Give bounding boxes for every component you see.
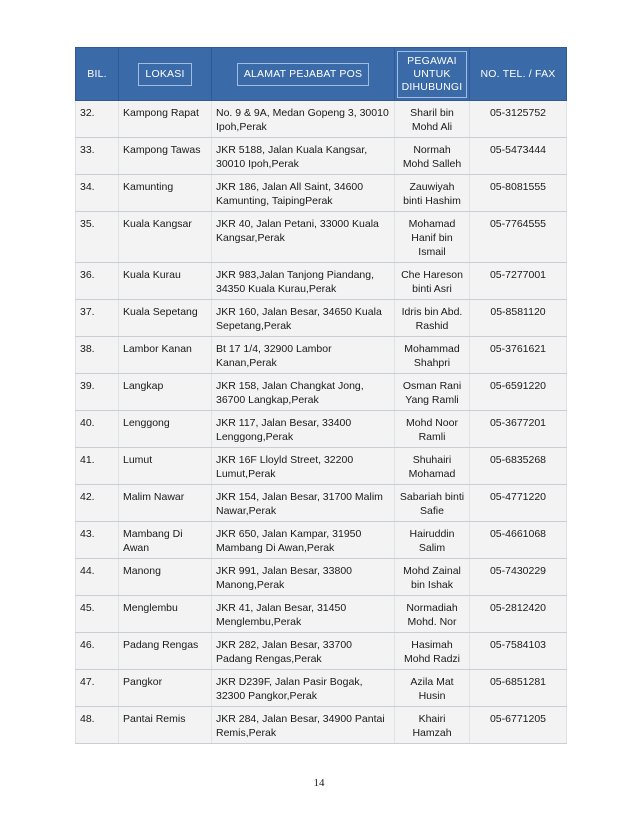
contact-person-cell: Mohammad Shahpri [395, 337, 470, 374]
location-cell: Lenggong [119, 411, 212, 448]
phone-cell: 05-4771220 [470, 485, 567, 522]
table-row [76, 300, 567, 337]
contact-person-cell: Hairuddin Salim [395, 522, 470, 559]
post-office-directory-table [75, 47, 567, 744]
phone-cell: 05-3677201 [470, 411, 567, 448]
contact-person-cell: Idris bin Abd. Rashid [395, 300, 470, 337]
address-cell: JKR 117, Jalan Besar, 33400 Lenggong,Perak [212, 411, 395, 448]
address-cell: JKR 186, Jalan All Saint, 34600 Kamunting, TaipingPerak [212, 175, 395, 212]
header-lokasi: LOKASI [119, 48, 212, 101]
address-cell: JKR 16F Lloyld Street, 32200 Lumut,Perak [212, 448, 395, 485]
header-bil: BIL. [76, 48, 119, 101]
header-pegawai: PEGAWAI UNTUK DIHUBUNGI [395, 48, 470, 101]
table-row [76, 596, 567, 633]
row-number: 37. [76, 300, 119, 337]
row-number: 41. [76, 448, 119, 485]
table-row [76, 707, 567, 744]
location-cell: Kampong Rapat [119, 101, 212, 138]
contact-person-cell: Normadiah Mohd. Nor [395, 596, 470, 633]
contact-person-cell: Mohd Noor Ramli [395, 411, 470, 448]
row-number: 34. [76, 175, 119, 212]
table-row [76, 374, 567, 411]
page-number: 14 [313, 777, 325, 789]
contact-person-cell: Shuhairi Mohamad [395, 448, 470, 485]
contact-person-cell: Azila Mat Husin [395, 670, 470, 707]
header-phone: NO. TEL. / FAX [470, 48, 567, 101]
table-row [76, 633, 567, 670]
phone-cell: 05-8081555 [470, 175, 567, 212]
table-row [76, 212, 567, 263]
address-cell: JKR 41, Jalan Besar, 31450 Menglembu,Perak [212, 596, 395, 633]
phone-cell: 05-7430229 [470, 559, 567, 596]
row-number: 46. [76, 633, 119, 670]
location-cell: Manong [119, 559, 212, 596]
location-cell: Lumut [119, 448, 212, 485]
contact-person-cell: Hasimah Mohd Radzi [395, 633, 470, 670]
row-number: 42. [76, 485, 119, 522]
location-cell: Mambang Di Awan [119, 522, 212, 559]
address-cell: JKR 160, Jalan Besar, 34650 Kuala Sepetang,Perak [212, 300, 395, 337]
address-cell: JKR D239F, Jalan Pasir Bogak, 32300 Pangkor,Perak [212, 670, 395, 707]
row-number: 38. [76, 337, 119, 374]
phone-cell: 05-7764555 [470, 212, 567, 263]
table-row [76, 411, 567, 448]
contact-person-cell: Normah Mohd Salleh [395, 138, 470, 175]
address-cell: JKR 991, Jalan Besar, 33800 Manong,Perak [212, 559, 395, 596]
row-number: 35. [76, 212, 119, 263]
table-row [76, 559, 567, 596]
location-cell: Kampong Tawas [119, 138, 212, 175]
location-cell: Pangkor [119, 670, 212, 707]
phone-cell: 05-3761621 [470, 337, 567, 374]
row-number: 45. [76, 596, 119, 633]
header-alamat: ALAMAT PEJABAT POS [212, 48, 395, 101]
address-cell: JKR 154, Jalan Besar, 31700 Malim Nawar,Perak [212, 485, 395, 522]
address-cell: JKR 40, Jalan Petani, 33000 Kuala Kangsar,Perak [212, 212, 395, 263]
address-cell: JKR 284, Jalan Besar, 34900 Pantai Remis,Perak [212, 707, 395, 744]
table-row [76, 138, 567, 175]
table-row [76, 101, 567, 138]
address-cell: No. 9 & 9A, Medan Gopeng 3, 30010 Ipoh,Perak [212, 101, 395, 138]
phone-cell: 05-4661068 [470, 522, 567, 559]
location-cell: Kamunting [119, 175, 212, 212]
location-cell: Malim Nawar [119, 485, 212, 522]
row-number: 43. [76, 522, 119, 559]
address-cell: JKR 5188, Jalan Kuala Kangsar, 30010 Ipoh,Perak [212, 138, 395, 175]
contact-person-cell: Khairi Hamzah [395, 707, 470, 744]
location-cell: Langkap [119, 374, 212, 411]
phone-cell: 05-8581120 [470, 300, 567, 337]
row-number: 40. [76, 411, 119, 448]
phone-cell: 05-5473444 [470, 138, 567, 175]
location-cell: Padang Rengas [119, 633, 212, 670]
phone-cell: 05-7277001 [470, 263, 567, 300]
phone-cell: 05-6851281 [470, 670, 567, 707]
table-row [76, 670, 567, 707]
contact-person-cell: Sharil bin Mohd Ali [395, 101, 470, 138]
row-number: 39. [76, 374, 119, 411]
address-cell: JKR 282, Jalan Besar, 33700 Padang Rengas,Perak [212, 633, 395, 670]
phone-cell: 05-6771205 [470, 707, 567, 744]
address-cell: JKR 650, Jalan Kampar, 31950 Mambang Di Awan,Perak [212, 522, 395, 559]
row-number: 47. [76, 670, 119, 707]
row-number: 48. [76, 707, 119, 744]
address-cell: JKR 983,Jalan Tanjong Piandang, 34350 Kuala Kurau,Perak [212, 263, 395, 300]
table-row [76, 522, 567, 559]
table-row [76, 448, 567, 485]
table-row [76, 263, 567, 300]
table-row [76, 485, 567, 522]
contact-person-cell: Osman Rani Yang Ramli [395, 374, 470, 411]
location-cell: Kuala Kangsar [119, 212, 212, 263]
phone-cell: 05-2812420 [470, 596, 567, 633]
contact-person-cell: Mohd Zainal bin Ishak [395, 559, 470, 596]
location-cell: Menglembu [119, 596, 212, 633]
location-cell: Lambor Kanan [119, 337, 212, 374]
table-header-row [76, 48, 567, 101]
row-number: 36. [76, 263, 119, 300]
address-cell: JKR 158, Jalan Changkat Jong, 36700 Langkap,Perak [212, 374, 395, 411]
phone-cell: 05-6835268 [470, 448, 567, 485]
contact-person-cell: Che Hareson binti Asri [395, 263, 470, 300]
table-row [76, 175, 567, 212]
phone-cell: 05-6591220 [470, 374, 567, 411]
row-number: 44. [76, 559, 119, 596]
address-cell: Bt 17 1/4, 32900 Lambor Kanan,Perak [212, 337, 395, 374]
row-number: 33. [76, 138, 119, 175]
location-cell: Kuala Sepetang [119, 300, 212, 337]
contact-person-cell: Sabariah binti Safie [395, 485, 470, 522]
row-number: 32. [76, 101, 119, 138]
table-body [76, 101, 567, 744]
table-row [76, 337, 567, 374]
phone-cell: 05-7584103 [470, 633, 567, 670]
phone-cell: 05-3125752 [470, 101, 567, 138]
location-cell: Kuala Kurau [119, 263, 212, 300]
location-cell: Pantai Remis [119, 707, 212, 744]
contact-person-cell: Mohamad Hanif bin Ismail [395, 212, 470, 263]
contact-person-cell: Zauwiyah binti Hashim [395, 175, 470, 212]
